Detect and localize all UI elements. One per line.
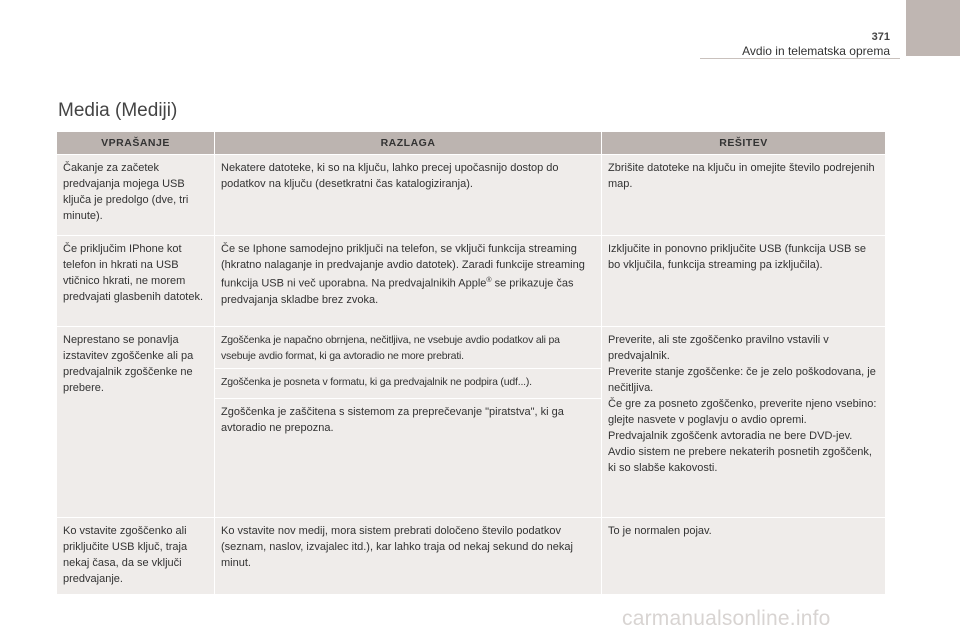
row-3-solution-line-3: Če gre za posneto zgoščenko, preverite njeno vsebino: glejte nasvete v poglavju o avdio opremi. (608, 398, 877, 426)
column-header-question: VPRAŠANJE (57, 132, 214, 154)
row-4-solution: To je normalen pojav. (602, 518, 885, 594)
row-3-explanation-3: Zgoščenka je zaščitena s sistemom za preprečevanje "piratstva", ki ga avtoradio ne prepozna. (215, 399, 601, 517)
row-3-solution-line-4: Predvajalnik zgoščenk avtoradia ne bere DVD-jev. (608, 430, 853, 442)
row-4-question: Ko vstavite zgoščenko ali priključite USB ključ, traja nekaj časa, da se vključi predvajanje. (57, 518, 214, 594)
row-2-solution: Izključite in ponovno priključite USB (funkcija USB se bo vključila, funkcija streaming pa izključila). (602, 236, 885, 326)
page-number: 371 (871, 31, 890, 43)
corner-tab (906, 0, 960, 56)
row-2-question: Če priključim IPhone kot telefon in hkrati na USB vtičnico hkrati, ne morem predvajati glasbenih datotek. (57, 236, 214, 326)
row-1-solution: Zbrišite datoteke na ključu in omejite število podrejenih map. (602, 155, 885, 235)
row-1-explanation: Nekatere datoteke, ki so na ključu, lahko precej upočasnijo dostop do podatkov na ključu (desetkratni čas katalogiziranja). (215, 155, 601, 235)
chapter-title: Avdio in telematska oprema (742, 44, 890, 58)
section-title: Media (Mediji) (58, 100, 178, 121)
row-3-solution-line-2: Preverite stanje zgoščenke: če je zelo poškodovana, je nečitljiva. (608, 366, 876, 394)
watermark: carmanualsonline.info (622, 607, 831, 630)
row-3-explanation-1: Zgoščenka je napačno obrnjena, nečitljiva, ne vsebuje avdio podatkov ali pa vsebuje avdio format, ki ga avtoradio ne more prebrati. (215, 327, 601, 368)
column-header-solution: REŠITEV (602, 132, 885, 154)
row-3-solution (602, 327, 885, 517)
registered-mark: ® (486, 277, 492, 284)
row-4-explanation: Ko vstavite nov medij, mora sistem prebrati določeno število podatkov (seznam, naslov, izvajalec itd.), kar lahko traja od nekaj sekund do nekaj minut. (215, 518, 601, 594)
row-2-explanation-text: Če se Iphone samodejno priključi na telefon, se vključi funkcija streaming (hkratno nalaganje in predvajanje avdio datotek). Zaradi funkcije streaming funkcija USB ni več uporabna. Na predvajalnikih Apple (221, 243, 585, 290)
row-3-solution-line-1: Preverite, ali ste zgoščenko pravilno vstavili v predvajalnik. (608, 334, 829, 362)
row-1-question: Čakanje za začetek predvajanja mojega USB ključa je predolgo (dve, tri minute). (57, 155, 214, 235)
column-header-explanation: RAZLAGA (215, 132, 601, 154)
row-3-question: Neprestano se ponavlja izstavitev zgoščenke ali pa predvajalnik zgoščenke ne prebere. (57, 327, 214, 517)
row-2-explanation (215, 236, 601, 326)
header-divider (700, 58, 900, 59)
row-3-explanation-2: Zgoščenka je posneta v formatu, ki ga predvajalnik ne podpira (udf...). (215, 369, 601, 398)
row-3-explanations (215, 327, 601, 517)
troubleshooting-table (57, 132, 885, 594)
row-3-solution-line-5: Avdio sistem ne prebere nekaterih posnetih zgoščenk, ki so slabše kakovosti. (608, 446, 872, 474)
row-2-explanation-tail: se prikazuje čas predvajanja skladbe brez zvoka. (221, 277, 574, 306)
